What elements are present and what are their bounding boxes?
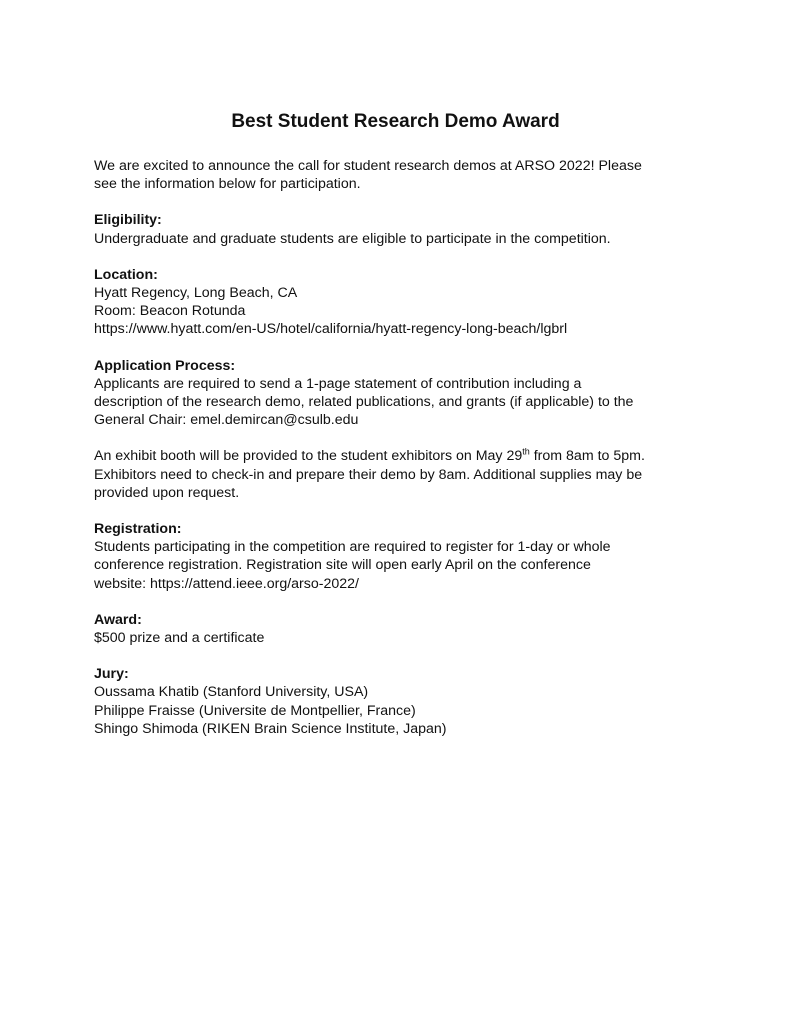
jury-member: Shingo Shimoda (RIKEN Brain Science Institute, Japan): [94, 720, 447, 737]
application-line: Applicants are required to send a 1-page statement of contribution including a: [94, 375, 582, 392]
ordinal-suffix: th: [522, 446, 530, 457]
application-section: [94, 357, 714, 430]
eligibility-heading: Eligibility:: [94, 212, 162, 229]
exhibit-line-text: An exhibit booth will be provided to the student exhibitors on May 29: [94, 448, 523, 465]
jury-member: Oussama Khatib (Stanford University, USA): [94, 684, 369, 701]
exhibit-line: [94, 447, 714, 465]
location-section: [94, 266, 714, 339]
document-body: [94, 157, 714, 738]
jury-member: Philippe Fraisse (Universite de Montpellier, France): [94, 702, 416, 719]
location-venue: Hyatt Regency, Long Beach, CA: [94, 285, 298, 302]
location-room: Room: Beacon Rotunda: [94, 303, 246, 320]
registration-line: website: https://attend.ieee.org/arso-2022/: [94, 575, 359, 592]
award-section: [94, 611, 714, 647]
application-line: General Chair: emel.demircan@csulb.edu: [94, 412, 359, 429]
exhibit-paragraph: [94, 447, 714, 502]
page-title: Best Student Research Demo Award: [231, 111, 560, 132]
intro-line: see the information below for participation.: [94, 176, 361, 193]
registration-section: [94, 520, 714, 593]
jury-section: [94, 665, 714, 738]
exhibit-line: provided upon request.: [94, 484, 240, 501]
eligibility-text: Undergraduate and graduate students are eligible to participate in the competition.: [94, 230, 611, 247]
exhibit-line-text: from 8am to 5pm.: [529, 448, 645, 465]
location-heading: Location:: [94, 266, 158, 283]
eligibility-section: [94, 211, 714, 247]
location-url: https://www.hyatt.com/en-US/hotel/california/hyatt-regency-long-beach/lgbrl: [94, 321, 568, 338]
award-text: $500 prize and a certificate: [94, 630, 265, 647]
intro-line: We are excited to announce the call for student research demos at ARSO 2022! Please: [94, 158, 642, 174]
application-line: description of the research demo, related publications, and grants (if applicable) to the: [94, 394, 634, 411]
intro-paragraph: [94, 157, 714, 193]
jury-heading: Jury:: [94, 666, 129, 683]
award-heading: Award:: [94, 611, 142, 628]
registration-heading: Registration:: [94, 521, 182, 538]
registration-line: Students participating in the competition are required to register for 1-day or whole: [94, 539, 611, 556]
registration-line: conference registration. Registration site will open early April on the conference: [94, 557, 591, 574]
exhibit-line: Exhibitors need to check-in and prepare their demo by 8am. Additional supplies may be: [94, 466, 643, 483]
application-heading: Application Process:: [94, 357, 236, 374]
